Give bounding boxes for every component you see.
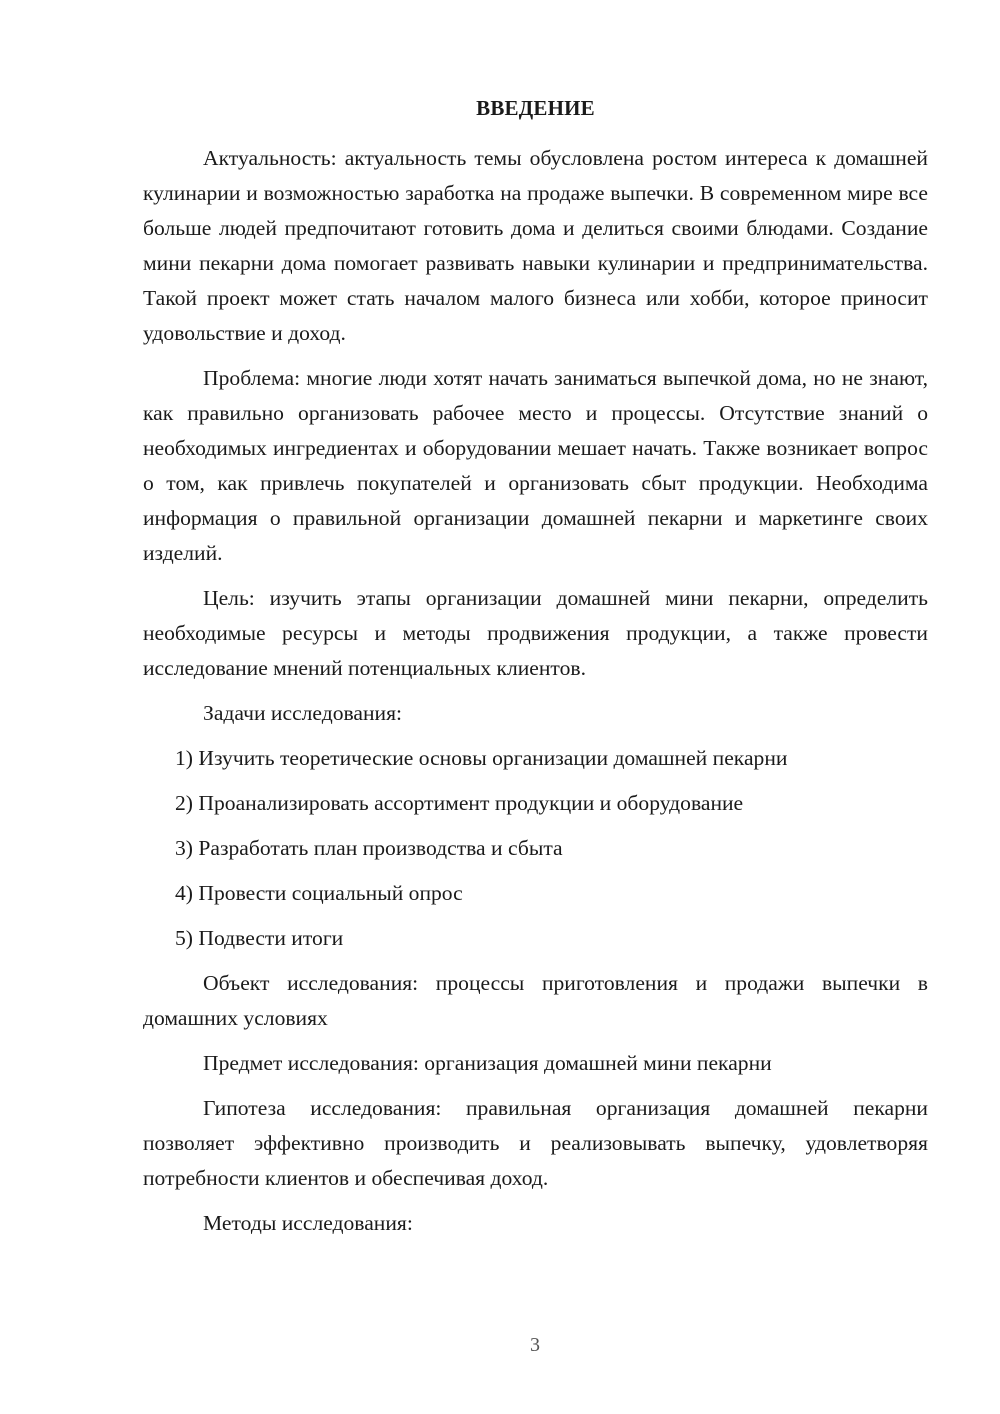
- object-paragraph: Объект исследования: процессы приготовления и продажи выпечки в домашних условиях: [143, 971, 928, 1030]
- document-body: [143, 141, 928, 1251]
- problem-paragraph: Проблема: многие люди хотят начать заниматься выпечкой дома, но не знают, как правильно организовать рабочее место и процессы. Отсутствие знаний о необходимых ингредиентах и оборудовании мешает начать. Также возникает вопрос о том, как привлечь покупателей и организовать сбыт продукции. Необходима информация о правильной организации домашней пекарни и маркетинге своих изделий.: [143, 366, 928, 565]
- task-item: 1) Изучить теоретические основы организации домашней пекарни: [175, 746, 788, 770]
- relevance-paragraph: Актуальность: актуальность темы обусловлена ростом интереса к домашней кулинарии и возможностью заработка на продаже выпечки. В современном мире все больше людей предпочитают готовить дома и делиться своими блюдами. Создание мини пекарни дома помогает развивать навыки кулинарии и предпринимательства. Такой проект может стать началом малого бизнеса или хобби, которое приносит удовольствие и доход.: [143, 146, 928, 345]
- task-item: 4) Провести социальный опрос: [175, 881, 463, 905]
- task-item: 3) Разработать план производства и сбыта: [175, 836, 563, 860]
- methods-heading: Методы исследования:: [203, 1211, 413, 1235]
- tasks-list: [143, 741, 928, 956]
- subject-paragraph: Предмет исследования: организация домашней мини пекарни: [203, 1051, 772, 1075]
- hypothesis-paragraph: Гипотеза исследования: правильная организация домашней пекарни позволяет эффективно производить и реализовывать выпечку, удовлетворяя потребности клиентов и обеспечивая доход.: [143, 1096, 928, 1190]
- goal-paragraph: Цель: изучить этапы организации домашней мини пекарни, определить необходимые ресурсы и методы продвижения продукции, а также провести исследование мнений потенциальных клиентов.: [143, 586, 928, 680]
- page-number: 3: [530, 1334, 540, 1356]
- task-item: 5) Подвести итоги: [175, 926, 344, 950]
- task-item: 2) Проанализировать ассортимент продукции и оборудование: [175, 791, 744, 815]
- page-title: ВВЕДЕНИЕ: [476, 96, 595, 120]
- tasks-heading: Задачи исследования:: [203, 701, 403, 725]
